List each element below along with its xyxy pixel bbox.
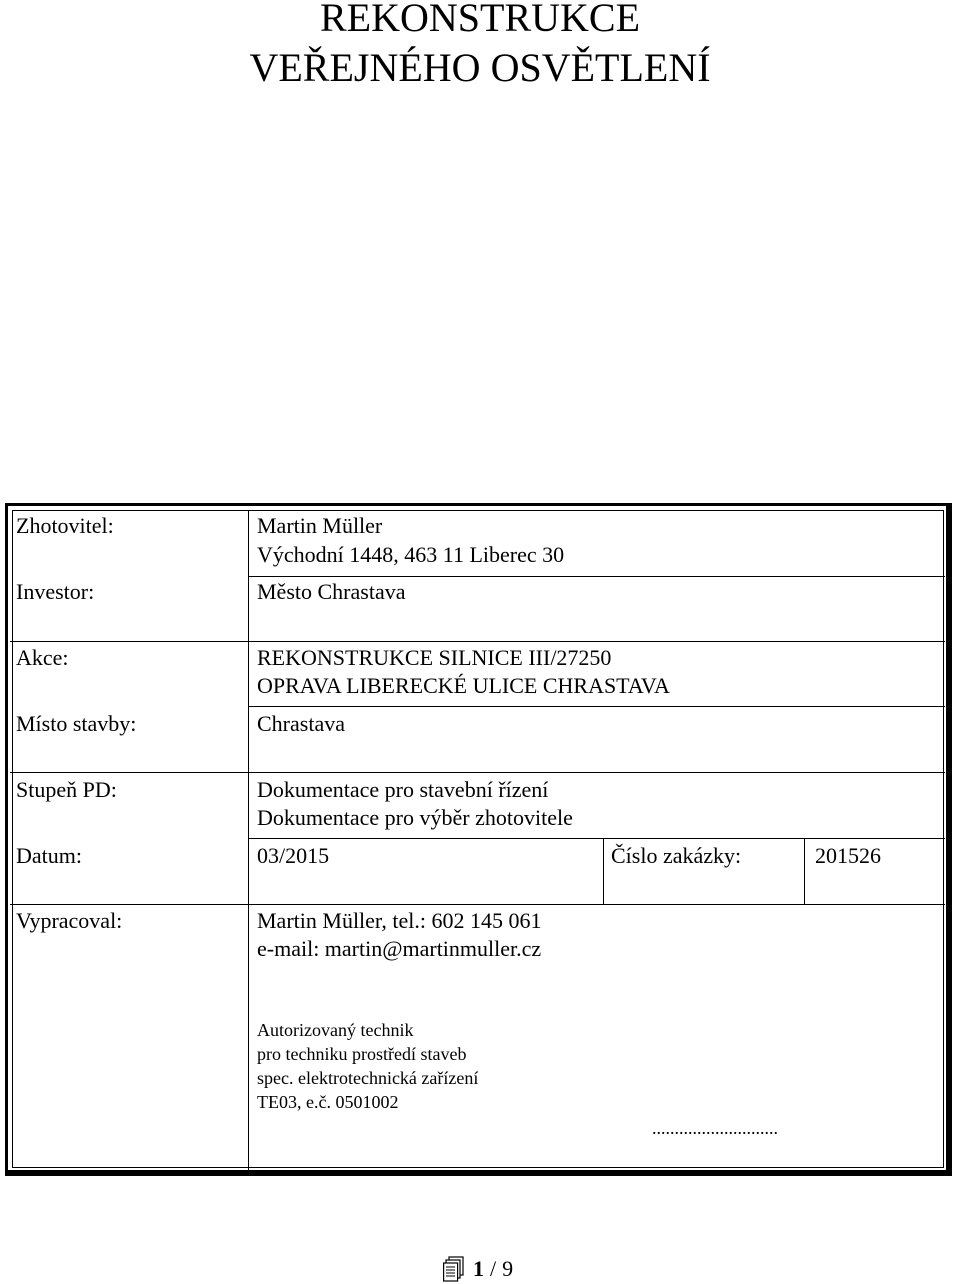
row-divider xyxy=(10,641,945,642)
vypracoval-line-2: e-mail: martin@martinmuller.cz xyxy=(257,936,542,961)
misto-stavby-label: Místo stavby: xyxy=(16,711,137,736)
akce-line-1: REKONSTRUKCE SILNICE III/27250 xyxy=(257,645,612,670)
zhotovitel-address: Východní 1448, 463 11 Liberec 30 xyxy=(257,542,565,567)
signature-line: ............................ xyxy=(652,1118,778,1138)
row-divider xyxy=(10,772,945,773)
zhotovitel-label: Zhotovitel: xyxy=(16,513,114,538)
document-title-line2: VEŘEJNÉHO OSVĚTLENÍ xyxy=(249,45,711,90)
akce-label: Akce: xyxy=(16,645,69,670)
row-divider xyxy=(10,904,945,905)
autorizace-line-3: spec. elektrotechnická zařízení xyxy=(257,1068,479,1088)
column-divider xyxy=(804,838,805,904)
current-page-number: 1 xyxy=(473,1256,484,1281)
row-divider xyxy=(249,706,945,707)
akce-line-2: OPRAVA LIBERECKÉ ULICE CHRASTAVA xyxy=(257,673,670,698)
vypracoval-label: Vypracoval: xyxy=(16,908,123,933)
stupen-pd-label: Stupeň PD: xyxy=(16,777,117,802)
page-separator: / xyxy=(490,1256,497,1281)
stupen-pd-line-2: Dokumentace pro výběr zhotovitele xyxy=(257,805,573,830)
document-title-line1: REKONSTRUKCE xyxy=(319,0,641,40)
cislo-zakazky-value: 201526 xyxy=(815,843,881,868)
misto-stavby-value: Chrastava xyxy=(257,711,345,736)
cislo-zakazky-label: Číslo zakázky: xyxy=(611,843,742,868)
stupen-pd-line-1: Dokumentace pro stavební řízení xyxy=(257,777,549,802)
page-counter xyxy=(443,1255,513,1283)
column-divider xyxy=(248,510,249,1172)
row-divider xyxy=(249,838,945,839)
vypracoval-line-1: Martin Müller, tel.: 602 145 061 xyxy=(257,908,542,933)
total-pages-number: 9 xyxy=(502,1256,514,1281)
document-pages-icon xyxy=(443,1256,465,1282)
datum-label: Datum: xyxy=(16,843,82,868)
investor-label: Investor: xyxy=(16,579,95,604)
autorizace-line-4: TE03, e.č. 0501002 xyxy=(257,1092,399,1112)
column-divider xyxy=(603,838,604,904)
zhotovitel-name: Martin Müller xyxy=(257,513,383,538)
autorizace-line-2: pro techniku prostředí staveb xyxy=(257,1044,467,1064)
datum-value: 03/2015 xyxy=(257,843,330,868)
title-block xyxy=(5,503,952,1176)
investor-value: Město Chrastava xyxy=(257,579,406,604)
autorizace-line-1: Autorizovaný technik xyxy=(257,1020,414,1040)
